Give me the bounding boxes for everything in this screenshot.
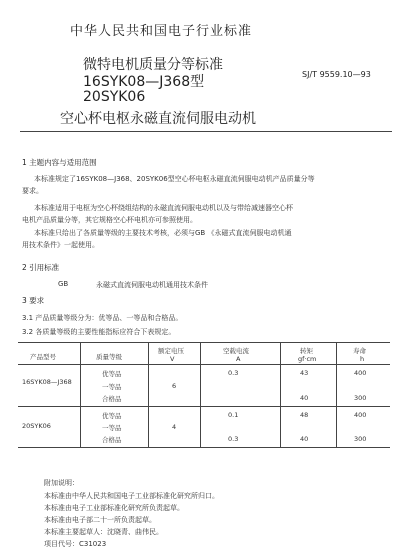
cell-torque: 48 — [300, 411, 309, 419]
cell-grade: 一等品 — [102, 383, 122, 391]
title-line-2: 16SYK08—J368型 — [83, 74, 205, 90]
header-model: 产品型号 — [30, 353, 56, 361]
s1-paragraph-3a: 本标准只给出了各质量等级的主要技术考核，必须与GB 《永磁式直流伺服电动机通 — [34, 229, 292, 237]
header-current: 空载电流 — [223, 347, 249, 355]
section-2-heading: 2 引用标准 — [22, 263, 60, 272]
s1-paragraph-2a: 本标准适用于电枢为空心杯绕组结构的永磁直流伺服电动机以及与带给减速器空心杯 — [34, 204, 293, 212]
cell-torque: 43 — [300, 369, 309, 377]
title-rule — [20, 131, 392, 132]
unit-life: h — [360, 355, 365, 363]
table-rule-bottom — [18, 447, 390, 448]
cell-life: 300 — [354, 394, 367, 402]
cell-grade: 一等品 — [102, 424, 122, 432]
cell-current: 0.1 — [228, 411, 239, 419]
table-col-rule-4 — [280, 342, 281, 448]
cell-current: 0.3 — [228, 369, 239, 377]
table-col-rule-2 — [148, 342, 149, 448]
cell-voltage: 6 — [172, 382, 177, 390]
header-life: 寿命 — [353, 347, 366, 355]
standard-header: 中华人民共和国电子行业标准 — [70, 24, 253, 39]
title-line-1: 微特电机质量分等标准 — [83, 57, 223, 73]
standard-number: SJ/T 9559.10—93 — [302, 70, 371, 79]
title-line-4: 空心杯电枢永磁直流伺服电动机 — [60, 111, 256, 127]
table-rule-mid — [18, 406, 390, 407]
s1-paragraph-1a: 本标准规定了16SYK08—J368、20SYK06型空心杯电枢永磁直流伺服电动机产品质量分等 — [34, 175, 315, 183]
reference-title: 永磁式直流伺服电动机通用技术条件 — [96, 281, 208, 289]
notes-heading: 附加说明： — [44, 479, 79, 487]
cell-torque: 40 — [300, 394, 309, 402]
cell-life: 300 — [354, 435, 367, 443]
cell-voltage: 4 — [172, 423, 177, 431]
cell-model: 16SYK08—J368 — [22, 378, 72, 386]
performance-table — [18, 342, 390, 448]
cell-torque: 40 — [300, 435, 309, 443]
unit-current: A — [236, 355, 241, 363]
header-grade: 质量等级 — [96, 353, 122, 361]
clause-3-2: 3.2 各质量等级的主要性能指标应符合下表规定。 — [22, 328, 176, 336]
cell-grade: 合格品 — [102, 395, 122, 403]
cell-life: 400 — [354, 411, 367, 419]
clause-3-1: 3.1 产品质量等级分为：优等品、一等品和合格品。 — [22, 314, 183, 322]
note-4: 本标准主要起草人：沈晓青、曲伟民。 — [44, 528, 163, 536]
header-torque: 转矩 — [300, 347, 313, 355]
header-voltage: 额定电压 — [158, 347, 184, 355]
table-col-rule-1 — [80, 342, 81, 448]
table-col-rule-3 — [200, 342, 201, 448]
note-5: 项目代号：C31023 — [44, 540, 107, 548]
unit-voltage: V — [170, 355, 175, 363]
table-col-rule-5 — [336, 342, 337, 448]
cell-grade: 优等品 — [102, 370, 122, 378]
section-1-heading: 1 主题内容与适用范围 — [22, 158, 97, 167]
title-line-3: 20SYK06 — [83, 89, 146, 105]
reference-code: GB — [58, 280, 69, 288]
section-3-heading: 3 要求 — [22, 296, 45, 305]
s1-paragraph-3b: 用技术条件》一起使用。 — [22, 241, 99, 249]
s1-paragraph-1b: 要求。 — [22, 187, 43, 195]
table-rule-header — [18, 364, 390, 365]
cell-grade: 优等品 — [102, 412, 122, 420]
note-2: 本标准由电子工业部标准化研究所负责起草。 — [44, 504, 184, 512]
cell-life: 400 — [354, 369, 367, 377]
cell-current: 0.3 — [228, 435, 239, 443]
note-3: 本标准由电子部二十一所负责起草。 — [44, 516, 156, 524]
table-rule-top — [18, 342, 390, 343]
cell-model: 20SYK06 — [22, 422, 51, 430]
note-1: 本标准由中华人民共和国电子工业部标准化研究所归口。 — [44, 492, 219, 500]
s1-paragraph-2b: 电机产品质量分等，其它规格空心杯电机亦可参照使用。 — [22, 216, 197, 224]
unit-torque: gf·cm — [298, 355, 317, 363]
cell-grade: 合格品 — [102, 436, 122, 444]
